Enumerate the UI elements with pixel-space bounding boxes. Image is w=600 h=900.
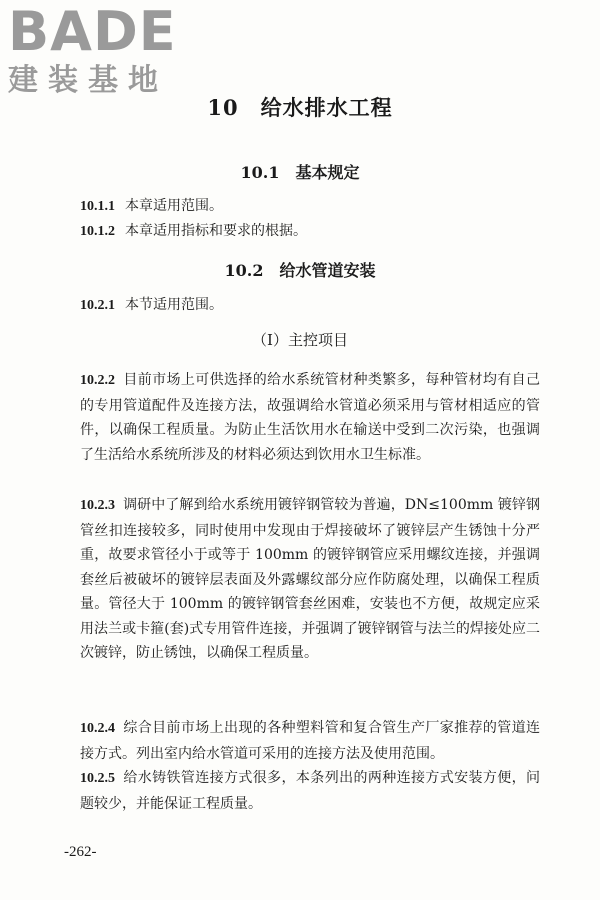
logo-wordmark: BADE bbox=[8, 0, 177, 63]
paragraph bbox=[80, 368, 540, 467]
clause-number: 10.1.1 bbox=[80, 199, 115, 214]
paragraph-number: 10.2.2 bbox=[80, 373, 115, 388]
section-title: 10.1 基本规定 bbox=[240, 163, 360, 182]
section-title: 10.2 给水管道安装 bbox=[224, 261, 376, 280]
paragraph-text: 调研中了解到给水系统用镀锌钢管较为普遍，DN≤100mm 镀锌钢管丝扣连接较多，同时使用中发现由于焊接破坏了镀锌层产生锈蚀十分严重，故要求管径小于或等于 100mm 的镀锌钢管应采用螺纹连接，并强调套丝后被破坏的镀锌层表面及外露螺纹部分应作防腐处理，以确保工程质量。管径大于 100mm 的镀锌钢管套丝困难，安装也不方便，故规定应采用法兰或卡箍(套)式专用管件连接，并强调了镀锌钢管与法兰的焊接处应二次镀锌，防止锈蚀，以确保工程质量。 bbox=[80, 497, 540, 661]
clause-number: 10.1.2 bbox=[80, 224, 115, 239]
paragraph-number: 10.2.5 bbox=[80, 771, 115, 786]
clause-number: 10.2.1 bbox=[80, 298, 115, 313]
paragraph-text: 综合目前市场上出现的各种塑料管和复合管生产厂家推荐的管道连接方式。列出室内给水管道可采用的连接方法及使用范围。 bbox=[80, 720, 540, 762]
paragraph-number: 10.2.4 bbox=[80, 721, 115, 736]
clause-item bbox=[80, 295, 223, 316]
page-number: -262- bbox=[64, 844, 97, 860]
paragraph bbox=[80, 716, 540, 766]
clause-text: 本章适用指标和要求的根据。 bbox=[125, 223, 307, 239]
clause-text: 本节适用范围。 bbox=[125, 297, 223, 313]
clause-text: 本章适用范围。 bbox=[125, 198, 223, 214]
clause-item bbox=[80, 196, 223, 217]
paragraph-text: 目前市场上可供选择的给水系统管材种类繁多，每种管材均有自己的专用管道配件及连接方法，故强调给水管道必须采用与管材相适应的管件，以确保工程质量。为防止生活饮用水在输送中受到二次污染，也强调了生活给水系统所涉及的材料必须达到饮用水卫生标准。 bbox=[80, 372, 540, 463]
paragraph bbox=[80, 766, 540, 816]
paragraph bbox=[80, 493, 540, 666]
chapter-title: 10 给水排水工程 bbox=[207, 95, 393, 120]
paragraph-text: 给水铸铁管连接方式很多，本条列出的两种连接方式安装方便，问题较少，并能保证工程质量。 bbox=[80, 770, 540, 812]
logo bbox=[8, 0, 178, 98]
logo-subtitle: 建装基地 bbox=[8, 63, 168, 98]
sub-heading: （Ⅰ）主控项目 bbox=[252, 331, 348, 349]
paragraph-number: 10.2.3 bbox=[80, 498, 115, 513]
clause-item bbox=[80, 221, 307, 242]
